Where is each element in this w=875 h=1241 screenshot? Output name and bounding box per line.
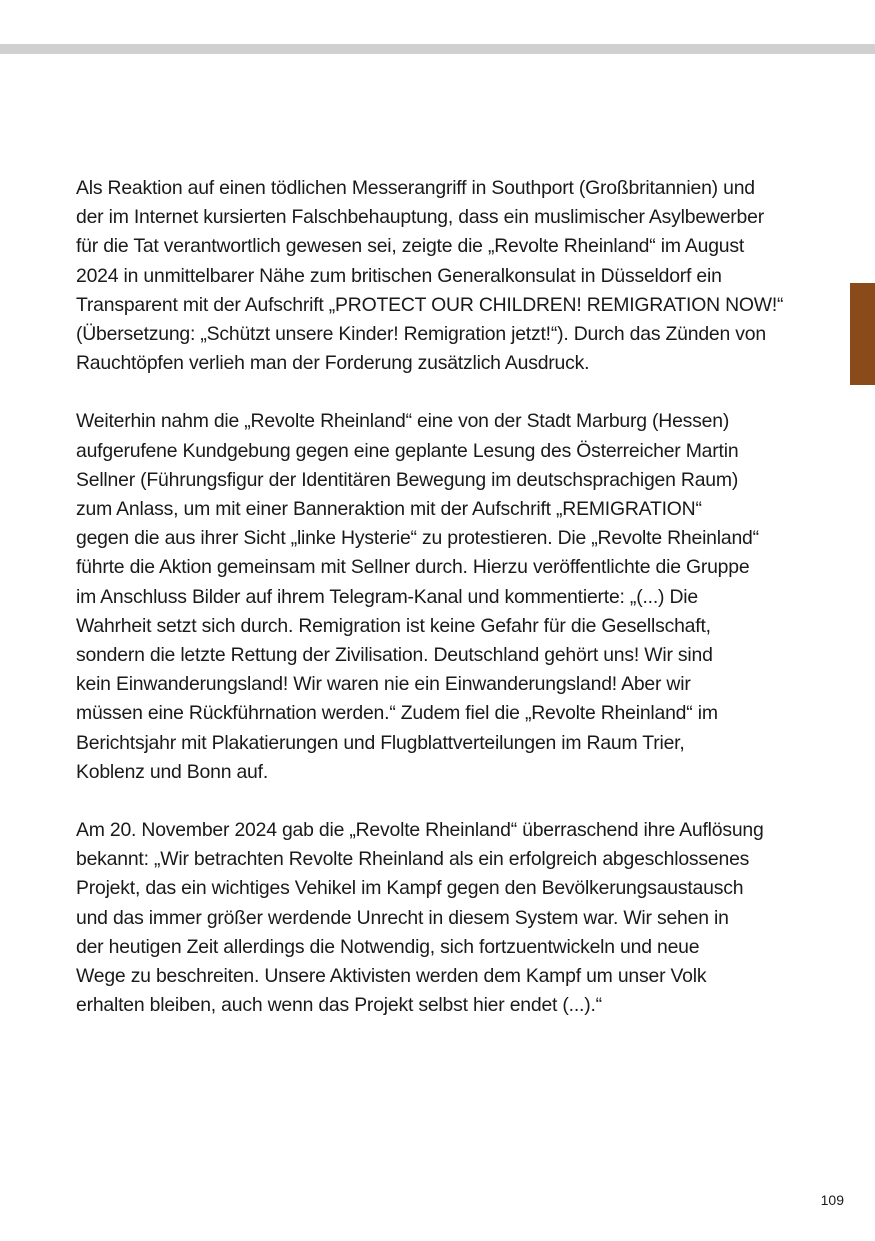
chapter-tab-marker [850, 283, 875, 385]
page-number: 109 [820, 1192, 844, 1208]
paragraph-2: Weiterhin nahm die „Revolte Rheinland“ eine von der Stadt Marburg (Hessen) aufgerufene Kundgebung gegen eine geplante Lesung des Österreicher Martin Sellner (Führungsfigur der Identitären Bewegung im deutschsprachigen Raum) zum Anlass, um mit einer Banneraktion mit der Aufschrift „REMIGRATION“ gegen die aus ihrer Sicht „linke Hysterie“ zu protestieren. Die „Revolte Rheinland“ führte die Aktion gemeinsam mit Sellner durch. Hierzu veröffentlichte die Gruppe im Anschluss Bilder auf ihrem Telegram-Kanal und kommentierte: „(...) Die Wahrheit setzt sich durch. Remigration ist keine Gefahr für die Gesellschaft, sondern die letzte Rettung der Zivilisation. Deutschland gehört uns! Wir sind kein Einwanderungsland! Wir waren nie ein Einwanderungsland! Aber wir müssen eine Rückführnation werden.“ Zudem fiel die „Revolte Rheinland“ im Berichtsjahr mit Plakatierungen und Flugblattverteilungen im Raum Trier, Koblenz und Bonn auf. [76, 410, 759, 783]
paragraph-1: Als Reaktion auf einen tödlichen Messerangriff in Southport (Großbritannien) und der im Internet kursierten Falschbehauptung, dass ein muslimischer Asylbewerber für die Tat verantwortlich gewesen sei, zeigte die „Revolte Rheinland“ im August 2024 in unmittelbarer Nähe zum britischen Generalkonsulat in Düsseldorf ein Transparent mit der Aufschrift „PROTECT OUR CHILDREN! REMIGRATION NOW!“ (Übersetzung: „Schützt unsere Kinder! Remigration jetzt!“). Durch das Zünden von Rauchtöpfen verlieh man der Forderung zusätzlich Ausdruck. [76, 177, 784, 375]
body-text [76, 174, 806, 1049]
paragraph-3: Am 20. November 2024 gab die „Revolte Rheinland“ überraschend ihre Auflösung bekannt: „Wir betrachten Revolte Rheinland als ein erfolgreich abgeschlossenes Projekt, das ein wichtiges Vehikel im Kampf gegen den Bevölkerungsaustausch und das immer größer werdende Unrecht in diesem System war. Wir sehen in der heutigen Zeit allerdings die Notwendig, sich fortzuentwickeln und neue Wege zu beschreiten. Unsere Aktivisten werden dem Kampf um unser Volk erhalten bleiben, auch wenn das Projekt selbst hier endet (...).“ [76, 819, 764, 1017]
header-rule [0, 44, 875, 54]
